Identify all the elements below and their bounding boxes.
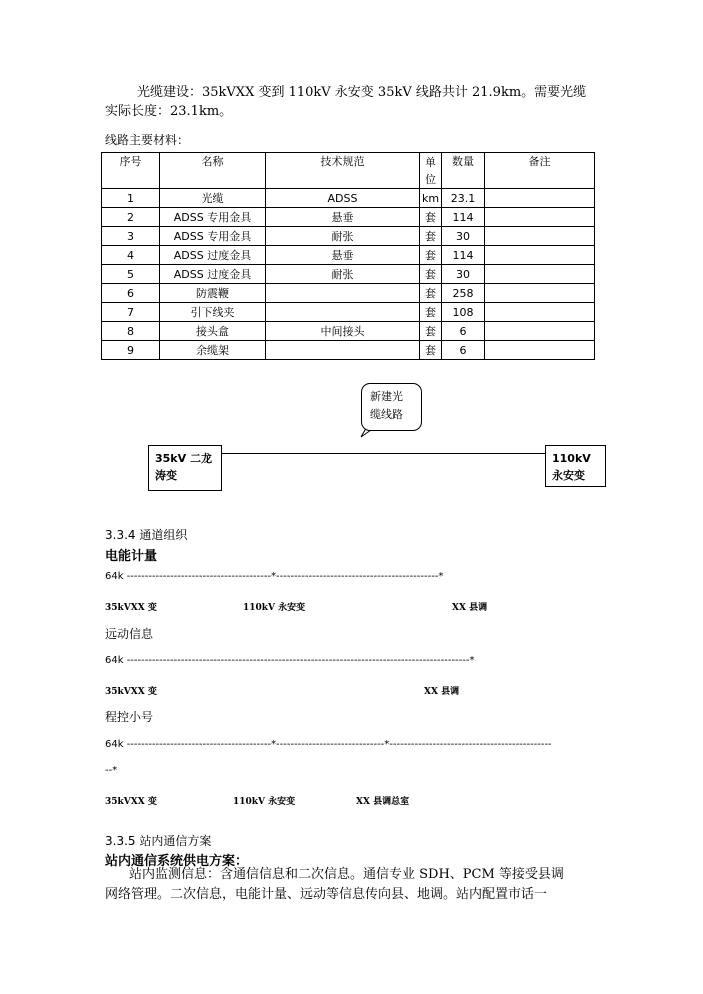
cell-remark xyxy=(485,208,595,227)
cell-qty: 114 xyxy=(442,208,485,227)
para-line-2: 网络管理。二次信息，电能计量、远动等信息传向县、地调。站内配置市话一 xyxy=(105,887,548,902)
cell-unit: 套 xyxy=(420,208,442,227)
header-unit-l1: 单 xyxy=(425,156,436,169)
right-station-box xyxy=(545,445,606,487)
pbx-label-2: 110kV 永安变 xyxy=(233,797,296,807)
cell-remark xyxy=(485,284,595,303)
cell-qty: 23.1 xyxy=(442,189,485,208)
energy-label-2: 110kV 永安变 xyxy=(243,603,306,613)
section-334-heading: 3.3.4 通道组织 xyxy=(105,528,188,542)
left-station-l1: 35kV 二龙 xyxy=(155,452,212,465)
cell-spec xyxy=(266,284,420,303)
callout-l2: 缆线路 xyxy=(370,408,403,421)
cell-name: 光缆 xyxy=(160,189,266,208)
cell-name: 余缆架 xyxy=(160,341,266,360)
header-index: 序号 xyxy=(102,153,160,189)
cell-name: 防震鞭 xyxy=(160,284,266,303)
energy-label-3: XX 县调 xyxy=(452,603,488,613)
header-remark: 备注 xyxy=(485,153,595,189)
left-station-l2: 涛变 xyxy=(155,469,177,482)
cell-index: 3 xyxy=(102,227,160,246)
table-row xyxy=(102,227,595,246)
pbx-channel-line-cont: --* xyxy=(105,765,118,776)
cell-index: 1 xyxy=(102,189,160,208)
cell-spec: ADSS xyxy=(266,189,420,208)
callout-l1: 新建光 xyxy=(370,390,403,403)
pbx-label-1: 35kVXX 变 xyxy=(105,797,157,807)
table-row xyxy=(102,265,595,284)
callout-bubble xyxy=(361,383,422,431)
cell-spec: 悬垂 xyxy=(266,246,420,265)
cell-qty: 6 xyxy=(442,341,485,360)
cell-qty: 30 xyxy=(442,227,485,246)
cell-remark xyxy=(485,303,595,322)
cell-qty: 6 xyxy=(442,322,485,341)
cell-index: 9 xyxy=(102,341,160,360)
cell-remark xyxy=(485,227,595,246)
cell-remark xyxy=(485,265,595,284)
cell-qty: 114 xyxy=(442,246,485,265)
cell-qty: 258 xyxy=(442,284,485,303)
table-row xyxy=(102,322,595,341)
cell-unit: 套 xyxy=(420,303,442,322)
cell-spec: 中间接头 xyxy=(266,322,420,341)
cell-spec xyxy=(266,341,420,360)
cell-name: ADSS 专用金具 xyxy=(160,208,266,227)
table-header-row xyxy=(102,153,595,189)
cell-index: 4 xyxy=(102,246,160,265)
header-qty: 数量 xyxy=(442,153,485,189)
energy-title: 电能计量 xyxy=(105,549,158,564)
intro-line-1: 光缆建设：35kVXX 变到 110kV 永安变 35kV 线路共计 21.9km。需要光缆 xyxy=(137,85,587,100)
cell-spec: 耐张 xyxy=(266,227,420,246)
cell-name: 接头盒 xyxy=(160,322,266,341)
cell-unit: 套 xyxy=(420,265,442,284)
cell-index: 8 xyxy=(102,322,160,341)
power-title: 站内通信系统供电方案： xyxy=(105,854,249,869)
cell-name: 引下线夹 xyxy=(160,303,266,322)
intro-line-2: 实际长度：23.1km。 xyxy=(105,104,233,119)
table-row xyxy=(102,208,595,227)
cell-remark xyxy=(485,189,595,208)
pbx-label-3: XX 县调总室 xyxy=(356,797,410,807)
cell-spec xyxy=(266,303,420,322)
right-station-l2: 永安变 xyxy=(552,469,585,482)
energy-channel-line: 64k ----------------------------------------*---------------------------------------------* xyxy=(105,571,444,582)
cell-index: 2 xyxy=(102,208,160,227)
left-station-box xyxy=(148,445,222,491)
header-spec: 技术规范 xyxy=(266,153,420,189)
energy-label-1: 35kVXX 变 xyxy=(105,603,157,613)
telecontrol-title: 远动信息 xyxy=(105,627,154,641)
pbx-channel-line: 64k ----------------------------------------*------------------------------*--------------------------------------------- xyxy=(105,739,552,750)
cell-spec: 悬垂 xyxy=(266,208,420,227)
table-row xyxy=(102,303,595,322)
cell-unit: 套 xyxy=(420,341,442,360)
cell-spec: 耐张 xyxy=(266,265,420,284)
cell-index: 6 xyxy=(102,284,160,303)
cell-remark xyxy=(485,341,595,360)
telecontrol-channel-line: 64k -----------------------------------------------------------------------------------------------* xyxy=(105,655,475,666)
header-unit xyxy=(420,153,442,189)
telecontrol-label-1: 35kVXX 变 xyxy=(105,687,157,697)
cell-qty: 108 xyxy=(442,303,485,322)
right-station-l1: 110kV xyxy=(552,452,591,465)
cell-index: 7 xyxy=(102,303,160,322)
cell-unit: 套 xyxy=(420,322,442,341)
cell-qty: 30 xyxy=(442,265,485,284)
cell-name: ADSS 过度金具 xyxy=(160,265,266,284)
cell-unit: km xyxy=(420,189,442,208)
cell-remark xyxy=(485,246,595,265)
cell-unit: 套 xyxy=(420,284,442,303)
table-row xyxy=(102,284,595,303)
materials-table xyxy=(101,152,595,360)
header-unit-l2: 位 xyxy=(425,173,436,186)
section-335-heading: 3.3.5 站内通信方案 xyxy=(105,834,212,848)
cell-name: ADSS 专用金具 xyxy=(160,227,266,246)
table-row xyxy=(102,341,595,360)
para-line-1: 站内监测信息：含通信信息和二次信息。通信专业 SDH、PCM 等接受县调 xyxy=(129,867,564,882)
cell-remark xyxy=(485,322,595,341)
cell-name: ADSS 过度金具 xyxy=(160,246,266,265)
pbx-title: 程控小号 xyxy=(105,710,154,724)
header-name: 名称 xyxy=(160,153,266,189)
telecontrol-label-2: XX 县调 xyxy=(424,687,460,697)
cell-unit: 套 xyxy=(420,227,442,246)
materials-title: 线路主要材料： xyxy=(105,133,190,147)
cell-unit: 套 xyxy=(420,246,442,265)
fiber-line xyxy=(222,453,545,454)
cell-index: 5 xyxy=(102,265,160,284)
table-row xyxy=(102,246,595,265)
table-row xyxy=(102,189,595,208)
